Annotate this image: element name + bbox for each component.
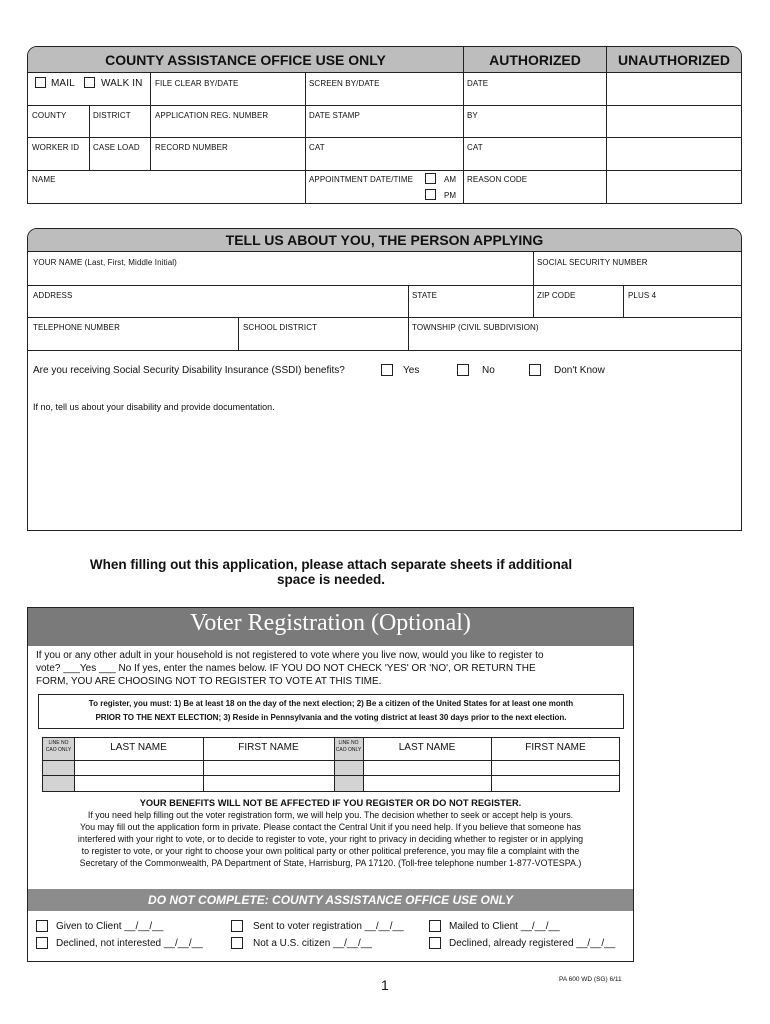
benefits-line-3: interfered with your right to vote, or to decide to register to vote, your right to privacy in deciding whether to register or in applying bbox=[77, 834, 584, 844]
mail-label: MAIL bbox=[51, 78, 75, 89]
page-number: 1 bbox=[381, 977, 389, 993]
reason-code-label: REASON CODE bbox=[467, 175, 528, 184]
county-label: COUNTY bbox=[32, 111, 67, 120]
given-to-client-label: Given to Client __/__/__ bbox=[56, 921, 164, 932]
notice-line-2: space is needed. bbox=[276, 572, 386, 587]
ssdi-dont-know-label: Don't Know bbox=[554, 365, 605, 376]
line-no-label-a: LINE NO bbox=[48, 740, 69, 746]
voter-first-name-input-2[interactable] bbox=[492, 761, 620, 775]
not-citizen-label: Not a U.S. citizen __/__/__ bbox=[253, 938, 372, 949]
cao-only-label-b: CAO ONLY bbox=[335, 747, 362, 753]
voter-question-line-2: vote? ___Yes ___ No If yes, enter the names below. IF YOU DO NOT CHECK 'YES' OR 'NO', OR RETURN THE bbox=[36, 663, 536, 674]
disability-instruction: If no, tell us about your disability and provide documentation. bbox=[33, 402, 275, 412]
declined-already-registered-checkbox[interactable] bbox=[429, 937, 441, 949]
benefits-line-1: If you need help filling out the voter registration form, we will help you. The decision whether to seek or accept help is yours. bbox=[87, 810, 574, 820]
walk-in-label: WALK IN bbox=[101, 78, 143, 89]
requirements-line-1: To register, you must: 1) Be at least 18 on the day of the next election; 2) Be a citizen of the United States for at least one month bbox=[88, 699, 574, 708]
voter-first-name-input-1[interactable] bbox=[204, 761, 334, 775]
given-to-client-checkbox[interactable] bbox=[36, 920, 48, 932]
line-no-label-b: LINE NO bbox=[338, 740, 359, 746]
benefits-line-5: Secretary of the Commonwealth, PA Department of State, Harrisburg, PA 17120. (Toll-free telephone number 1-877-VOTESPA.) bbox=[79, 858, 582, 868]
cat-label-2: CAT bbox=[467, 143, 483, 152]
voter-first-name-input-3[interactable] bbox=[204, 776, 334, 791]
screen-by-label: SCREEN BY/DATE bbox=[309, 79, 380, 88]
appointment-label: APPOINTMENT DATE/TIME bbox=[309, 175, 414, 184]
declined-not-interested-label: Declined, not interested __/__/__ bbox=[56, 938, 203, 949]
declined-not-interested-checkbox[interactable] bbox=[36, 937, 48, 949]
sent-to-voter-registration-checkbox[interactable] bbox=[231, 920, 243, 932]
mailed-to-client-label: Mailed to Client __/__/__ bbox=[449, 921, 560, 932]
last-name-header-a: LAST NAME bbox=[110, 742, 167, 753]
am-label: AM bbox=[444, 175, 457, 184]
file-clear-label: FILE CLEAR BY/DATE bbox=[155, 79, 239, 88]
by-label: BY bbox=[467, 111, 478, 120]
mail-checkbox[interactable] bbox=[35, 77, 46, 88]
voter-last-name-input-4[interactable] bbox=[364, 776, 491, 791]
sent-to-voter-registration-label: Sent to voter registration __/__/__ bbox=[253, 921, 404, 932]
about-you-header: TELL US ABOUT YOU, THE PERSON APPLYING bbox=[28, 229, 741, 252]
not-citizen-checkbox[interactable] bbox=[231, 937, 243, 949]
declined-already-registered-label: Declined, already registered __/__/__ bbox=[449, 938, 616, 949]
am-checkbox[interactable] bbox=[425, 173, 436, 184]
address-label: ADDRESS bbox=[33, 291, 73, 300]
case-load-label: CASE LOAD bbox=[93, 143, 140, 152]
voter-last-name-input-1[interactable] bbox=[75, 761, 203, 775]
plus4-label: PLUS 4 bbox=[628, 291, 657, 300]
date-stamp-label: DATE STAMP bbox=[309, 111, 360, 120]
ssdi-no-label: No bbox=[482, 365, 495, 376]
first-name-header-a: FIRST NAME bbox=[238, 742, 299, 753]
state-label: STATE bbox=[412, 291, 438, 300]
mailed-to-client-checkbox[interactable] bbox=[429, 920, 441, 932]
form-id: PA 600 WD (SG) 6/11 bbox=[559, 976, 622, 983]
app-reg-label: APPLICATION REG. NUMBER bbox=[155, 111, 269, 120]
pm-label: PM bbox=[444, 191, 457, 200]
cao-only-label-a: CAO ONLY bbox=[45, 747, 72, 753]
voter-last-name-input-3[interactable] bbox=[75, 776, 203, 791]
cat-label: CAT bbox=[309, 143, 325, 152]
benefits-line-2: You may fill out the application form in private. Please contact the Central Unit if you need help. If you believe that someone has bbox=[80, 822, 581, 832]
county-office-header: COUNTY ASSISTANCE OFFICE USE ONLY bbox=[28, 47, 463, 73]
requirements-line-2: PRIOR TO THE NEXT ELECTION; 3) Reside in Pennsylvania and the voting district at least 30 days prior to the next election. bbox=[95, 713, 567, 722]
voter-question-line-1: If you or any other adult in your household is not registered to vote where you live now, would you like to register to bbox=[36, 650, 544, 661]
do-not-complete-label: DO NOT COMPLETE: COUNTY ASSISTANCE OFFICE USE ONLY bbox=[148, 893, 513, 907]
benefits-heading: YOUR BENEFITS WILL NOT BE AFFECTED IF YOU REGISTER OR DO NOT REGISTER. bbox=[139, 798, 522, 808]
walk-in-checkbox[interactable] bbox=[84, 77, 95, 88]
benefits-line-4: to register to vote, or your right to choose your own political party or other political preference, you may file a complaint with the bbox=[81, 846, 580, 856]
telephone-label: TELEPHONE NUMBER bbox=[33, 323, 120, 332]
ssdi-question: Are you receiving Social Security Disability Insurance (SSDI) benefits? bbox=[33, 365, 345, 376]
township-label: TOWNSHIP (CIVIL SUBDIVISION) bbox=[412, 323, 539, 332]
record-number-label: RECORD NUMBER bbox=[155, 143, 228, 152]
about-you-section bbox=[27, 228, 742, 531]
last-name-header-b: LAST NAME bbox=[398, 742, 456, 753]
worker-id-label: WORKER ID bbox=[32, 143, 80, 152]
your-name-label: YOUR NAME (Last, First, Middle Initial) bbox=[33, 258, 177, 267]
unauthorized-header: UNAUTHORIZED bbox=[606, 47, 741, 73]
authorized-header: AUTHORIZED bbox=[463, 47, 606, 73]
voter-first-name-input-4[interactable] bbox=[492, 776, 620, 791]
ssdi-yes-label: Yes bbox=[403, 365, 420, 376]
first-name-header-b: FIRST NAME bbox=[525, 742, 586, 753]
ssdi-yes-checkbox[interactable] bbox=[381, 364, 393, 376]
pm-checkbox[interactable] bbox=[425, 189, 436, 200]
notice-line-1: When filling out this application, please attach separate sheets if additional bbox=[89, 557, 573, 572]
district-label: DISTRICT bbox=[93, 111, 131, 120]
voter-last-name-input-2[interactable] bbox=[364, 761, 491, 775]
date-label: DATE bbox=[467, 79, 489, 88]
zip-label: ZIP CODE bbox=[537, 291, 576, 300]
ssn-label: SOCIAL SECURITY NUMBER bbox=[537, 258, 648, 267]
voter-question-line-3: FORM, YOU ARE CHOOSING NOT TO REGISTER TO VOTE AT THIS TIME. bbox=[36, 676, 382, 687]
name-label: NAME bbox=[32, 175, 56, 184]
school-district-label: SCHOOL DISTRICT bbox=[243, 323, 318, 332]
ssdi-no-checkbox[interactable] bbox=[457, 364, 469, 376]
voter-title: Voter Registration (Optional) bbox=[190, 610, 471, 636]
ssdi-dont-know-checkbox[interactable] bbox=[529, 364, 541, 376]
